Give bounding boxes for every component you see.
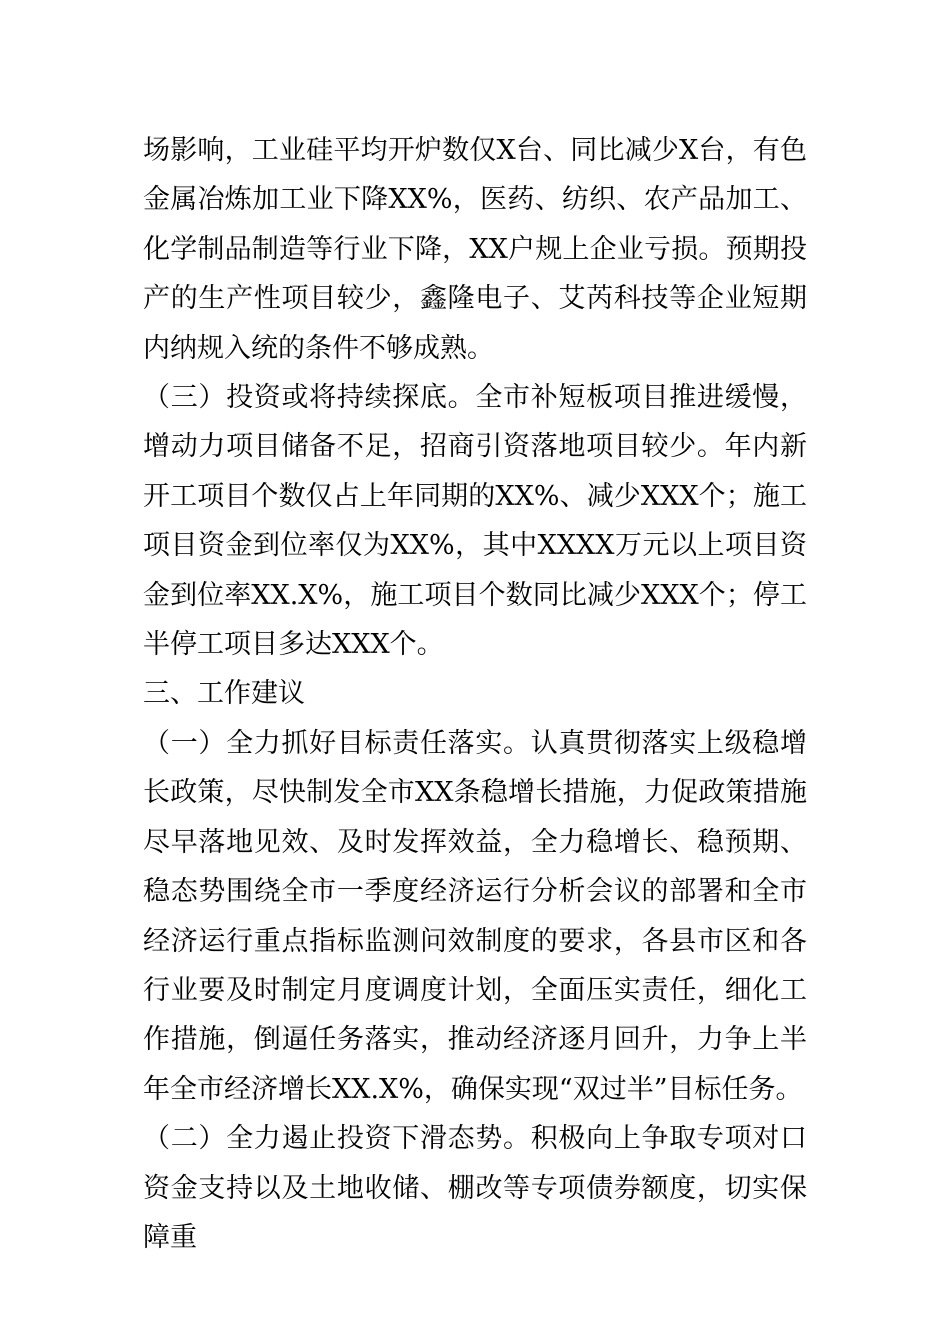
paragraph-investment-decline: （三）投资或将持续探底。全市补短板项目推进缓慢，增动力项目储备不足，招商引资落地项目较少。年内新开工项目个数仅占上年同期的XX%、减少XXX个；施工项目资金到位率仅为XX%，其中XXXX万元以上项目资金到位率XX.X%，施工项目个数同比减少XXX个；停工半停工项目多达XXX个。	[143, 382, 807, 661]
paragraph-curb-investment-decline: （二）全力遏止投资下滑态势。积极向上争取专项对口资金支持以及土地收储、棚改等专项债券额度，切实保障重	[143, 1123, 807, 1253]
paragraph-target-responsibility: （一）全力抓好目标责任落实。认真贯彻落实上级稳增长政策，尽快制发全市XX条稳增长措施，力促政策措施尽早落地见效、及时发挥效益，全力稳增长、稳预期、稳态势围绕全市一季度经济运行分析会议的部署和全市经济运行重点指标监测问效制度的要求，各县市区和各行业要及时制定月度调度计划，全面压实责任，细化工作措施，倒逼任务落实，推动经济逐月回升，力争上半年全市经济增长XX.X%，确保实现“双过半”目标任务。	[143, 727, 807, 1105]
document-body	[143, 126, 807, 1262]
section-heading-work-suggestions: 三、工作建议	[143, 678, 305, 710]
paragraph-industry-impact: 场影响，工业硅平均开炉数仅X台、同比减少X台，有色金属冶炼加工业下降XX%，医药、纺织、农产品加工、化学制品制造等行业下降，XX户规上企业亏损。预期投产的生产性项目较少，鑫隆电子、艾芮科技等企业短期内纳规入统的条件不够成熟。	[143, 135, 807, 364]
